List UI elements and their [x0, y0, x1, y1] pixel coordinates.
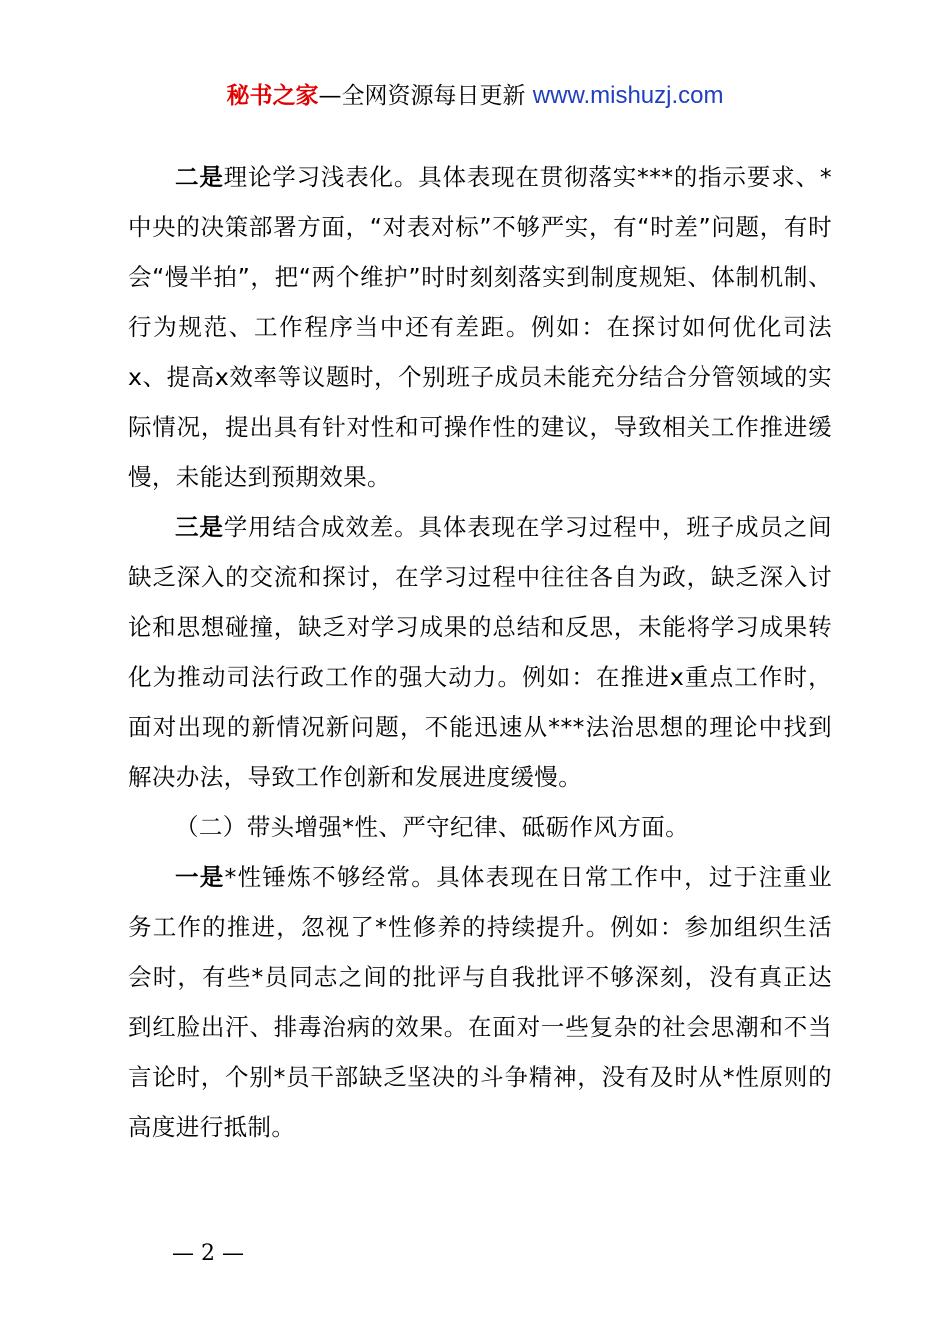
- paragraph-theory-study: [128, 152, 832, 502]
- paragraph-study-application: [128, 502, 832, 802]
- document-body: [128, 152, 832, 1152]
- paragraph-text: 学用结合成效差。具体表现在学习过程中，班子成员之间缺乏深入的交流和探讨，在学习过程中往往各自为政，缺乏深入讨论和思想碰撞，缺乏对学习成果的总结和反思，未能将学习成果转化为推动司法行政工作的强大动力。例如：在推进x重点工作时，面对出现的新情况新问题，不能迅速从***法治思想的理论中找到解决办法，导致工作创新和发展进度缓慢。: [128, 513, 832, 791]
- paragraph-party-discipline: [128, 852, 832, 1152]
- page-number: — 2 —: [172, 1241, 244, 1266]
- site-url-link[interactable]: www.mishuzj.com: [532, 82, 724, 109]
- site-tagline: —全网资源每日更新: [318, 83, 526, 109]
- section-heading-text: （二）带头增强*性、严守纪律、砥砺作风方面。: [175, 813, 690, 841]
- paragraph-lead: 二是: [175, 163, 224, 191]
- paragraph-text: 理论学习浅表化。具体表现在贯彻落实***的指示要求、*中央的决策部署方面，“对表对标”不够严实，有“时差”问题，有时会“慢半拍”，把“两个维护”时时刻刻落实到制度规矩、体制机制、行为规范、工作程序当中还有差距。例如：在探讨如何优化司法x、提高x效率等议题时，个别班子成员未能充分结合分管领域的实际情况，提出具有针对性和可操作性的建议，导致相关工作推进缓慢，未能达到预期效果。: [128, 163, 832, 491]
- paragraph-text: *性锤炼不够经常。具体表现在日常工作中，过于注重业务工作的推进，忽视了*性修养的持续提升。例如：参加组织生活会时，有些*员同志之间的批评与自我批评不够深刻，没有真正达到红脸出汗、排毒治病的效果。在面对一些复杂的社会思潮和不当言论时，个别*员干部缺乏坚决的斗争精神，没有及时从*性原则的高度进行抵制。: [128, 863, 832, 1141]
- paragraph-lead: 三是: [175, 513, 224, 541]
- paragraph-lead: 一是: [175, 863, 225, 891]
- site-brand: 秘书之家: [226, 83, 319, 109]
- section-heading: [128, 802, 832, 852]
- site-header: [0, 80, 950, 112]
